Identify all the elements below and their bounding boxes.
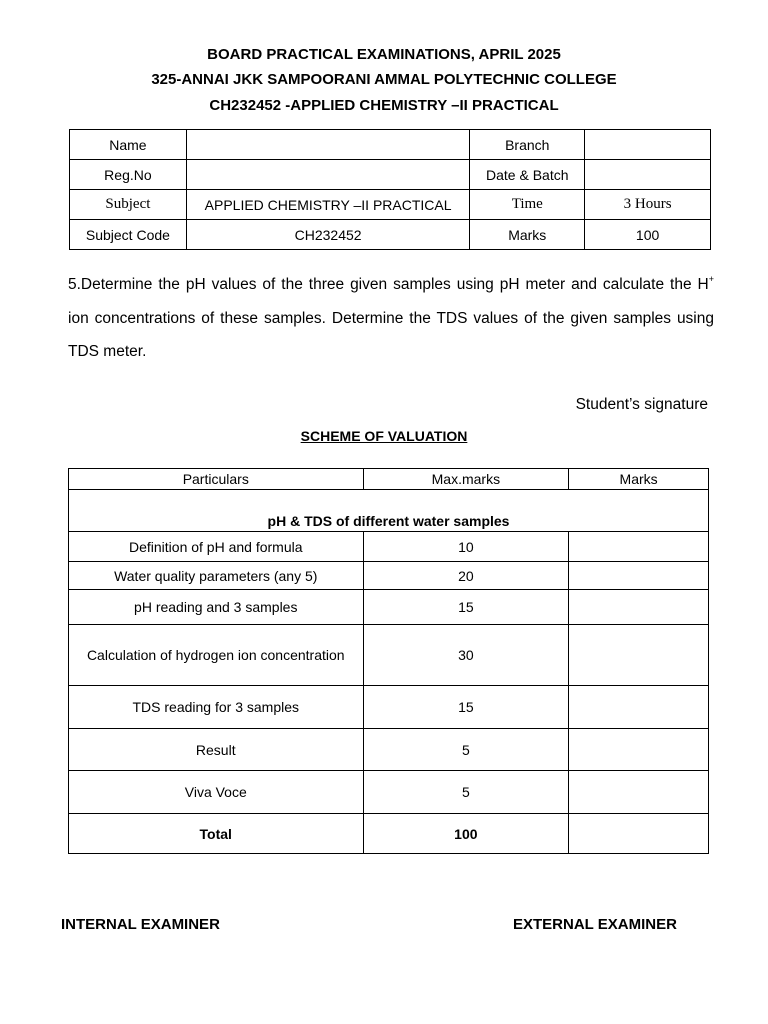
subject-code-label: Subject Code [70, 220, 187, 250]
subject-code-value: CH232452 [186, 220, 470, 250]
row-max: 5 [363, 729, 569, 771]
marks-value: 100 [585, 220, 711, 250]
total-marks [569, 814, 709, 854]
valuation-table [68, 468, 709, 854]
row-max: 15 [363, 686, 569, 729]
date-batch-label: Date & Batch [470, 160, 585, 190]
header-max-marks: Max.marks [363, 469, 569, 490]
valuation-header-row [69, 469, 709, 490]
header-marks: Marks [569, 469, 709, 490]
row-particular: Definition of pH and formula [69, 532, 364, 562]
branch-label: Branch [470, 130, 585, 160]
external-examiner-label: EXTERNAL EXAMINER [513, 916, 677, 933]
total-label: Total [69, 814, 364, 854]
row-particular: TDS reading for 3 samples [69, 686, 364, 729]
row-max: 10 [363, 532, 569, 562]
time-label: Time [470, 190, 585, 220]
group-title: pH & TDS of different water samples [69, 490, 709, 532]
subject-label: Subject [70, 190, 187, 220]
row-marks [569, 590, 709, 625]
regno-value [186, 160, 470, 190]
question-superscript: + [708, 274, 714, 284]
info-row-name [70, 130, 711, 160]
course-title: CH232452 -APPLIED CHEMISTRY –II PRACTICAL [209, 97, 559, 114]
candidate-info-table [69, 129, 711, 250]
row-marks [569, 562, 709, 590]
exam-title: BOARD PRACTICAL EXAMINATIONS, APRIL 2025 [207, 46, 561, 63]
table-row [69, 590, 709, 625]
marks-label: Marks [470, 220, 585, 250]
row-max: 30 [363, 625, 569, 686]
scheme-title: SCHEME OF VALUATION [300, 428, 468, 444]
question-part2: ion concentrations of these samples. Determine the TDS values of the given samples using TDS meter. [68, 309, 714, 360]
row-marks [569, 686, 709, 729]
question-part1: 5.Determine the pH values of the three given samples using pH meter and calculate the H [68, 276, 709, 293]
row-marks [569, 729, 709, 771]
row-particular: Calculation of hydrogen ion concentration [69, 625, 364, 686]
date-batch-value [585, 160, 711, 190]
time-value: 3 Hours [585, 190, 711, 220]
row-marks [569, 625, 709, 686]
info-row-subject-code [70, 220, 711, 250]
table-row [69, 532, 709, 562]
valuation-group-row [69, 490, 709, 532]
row-particular: pH reading and 3 samples [69, 590, 364, 625]
row-max: 5 [363, 771, 569, 814]
table-row [69, 771, 709, 814]
info-row-regno [70, 160, 711, 190]
row-particular: Viva Voce [69, 771, 364, 814]
header-particulars: Particulars [69, 469, 364, 490]
table-row [69, 562, 709, 590]
name-value [186, 130, 470, 160]
name-label: Name [70, 130, 187, 160]
row-particular: Result [69, 729, 364, 771]
table-row [69, 686, 709, 729]
college-name: 325-ANNAI JKK SAMPOORANI AMMAL POLYTECHNIC COLLEGE [151, 71, 617, 88]
table-row [69, 625, 709, 686]
row-marks [569, 771, 709, 814]
subject-value: APPLIED CHEMISTRY –II PRACTICAL [186, 190, 470, 220]
question-text [68, 268, 714, 369]
row-marks [569, 532, 709, 562]
total-row [69, 814, 709, 854]
student-signature-label: Student’s signature [575, 396, 708, 413]
info-row-subject [70, 190, 711, 220]
row-max: 20 [363, 562, 569, 590]
regno-label: Reg.No [70, 160, 187, 190]
table-row [69, 729, 709, 771]
branch-value [585, 130, 711, 160]
internal-examiner-label: INTERNAL EXAMINER [61, 916, 220, 933]
row-max: 15 [363, 590, 569, 625]
total-max: 100 [363, 814, 569, 854]
row-particular: Water quality parameters (any 5) [69, 562, 364, 590]
